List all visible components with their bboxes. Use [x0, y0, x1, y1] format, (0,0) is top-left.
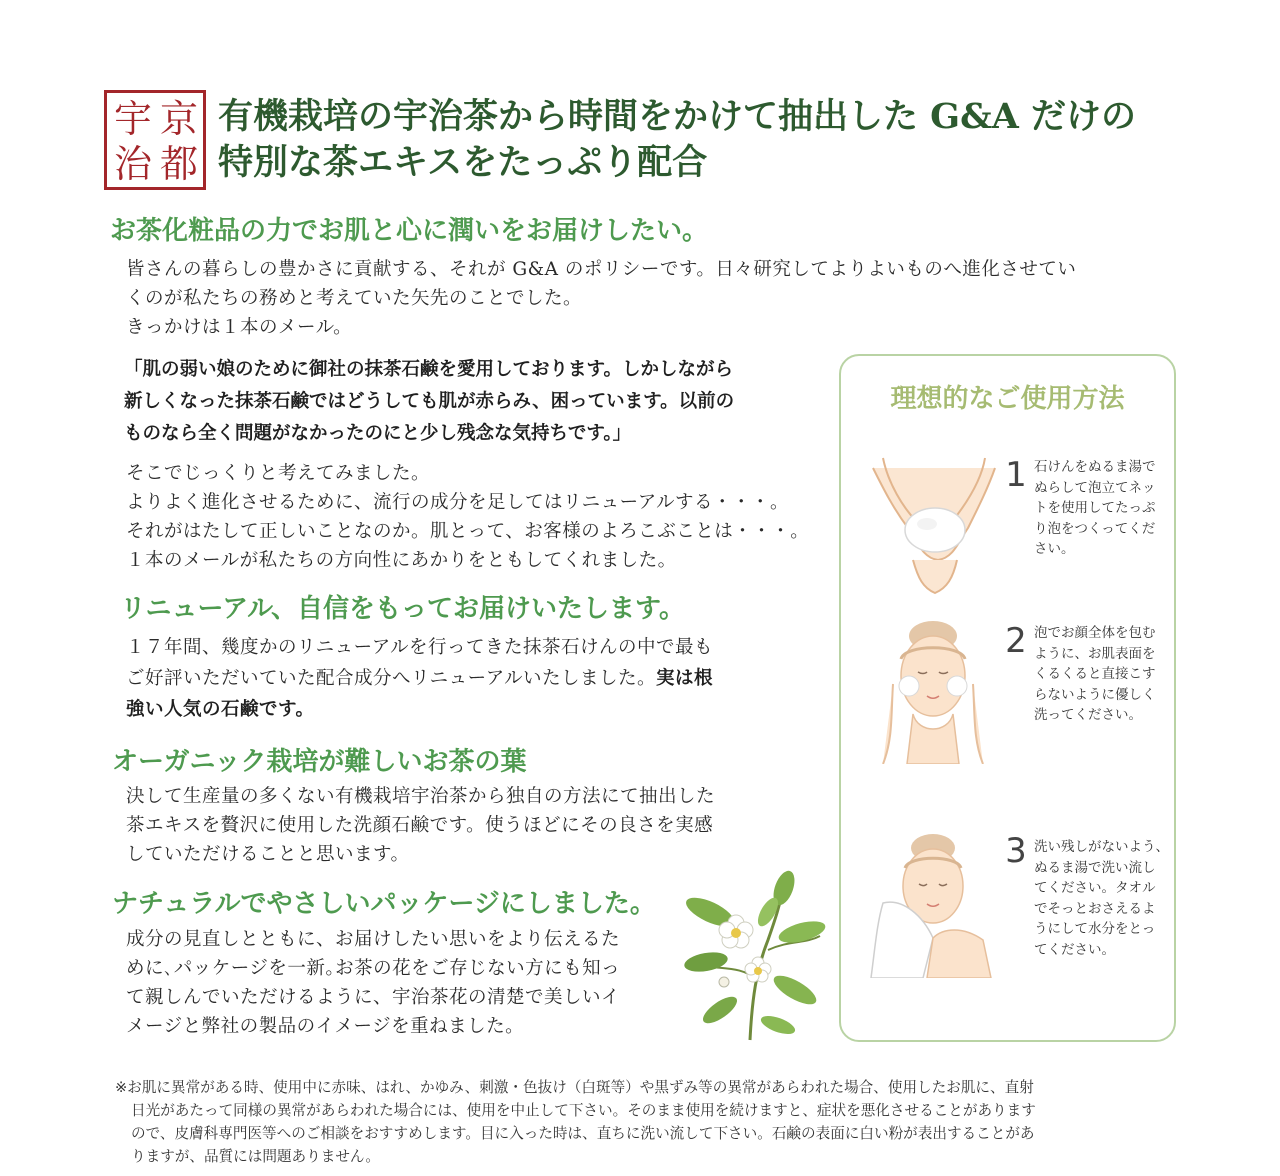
page-headline	[218, 94, 1218, 186]
seal-char: 宇	[113, 97, 152, 141]
renewal-line: １７年間、幾度かのリニューアルを行ってきた抹茶石けんの中で最も	[126, 637, 713, 658]
caution-footnote	[115, 1076, 1185, 1168]
step-3-text	[1034, 837, 1169, 960]
usage-panel-title: 理想的なご使用方法	[890, 384, 1125, 414]
seal-char: 治	[113, 142, 152, 186]
step-line: り泡をつくってくだ	[1034, 520, 1156, 537]
towel-drying-illustration	[863, 828, 1003, 978]
reflection-line: よりよく進化させるために、流行の成分を足してはリニューアルする・・・。	[126, 492, 789, 513]
organic-line: していただけることと思います。	[126, 844, 410, 865]
step-1-text	[1034, 457, 1169, 560]
intro-line: 皆さんの暮らしの豊かさに貢献する、それが G&A のポリシーです。日々研究してよりよいものへ進化させてい	[126, 259, 1077, 280]
reflection-line: １本のメールが私たちの方向性にあかりをともしてくれました。	[126, 550, 677, 571]
step-line: 洗ってください。	[1034, 707, 1142, 723]
step-line: てください。タオル	[1034, 880, 1156, 896]
reflection-line: それがはたして正しいことなのか。肌とって、お客様のよろこぶことは・・・。	[126, 521, 810, 542]
section-title-care: お茶化粧品の力でお肌と心に潤いをお届けしたい。	[110, 216, 709, 246]
step-number: 3	[1005, 831, 1027, 871]
seal-char: 京	[159, 97, 198, 141]
step-line: 石けんをぬるま湯で	[1034, 459, 1156, 475]
step-line: ぬらして泡立てネッ	[1034, 479, 1156, 496]
step-line: さい。	[1034, 541, 1075, 557]
footnote-line: 日光があたって同様の異常があらわれた場合には、使用を中止して下さい。そのまま使用を続けますと、症状を悪化させることがあります	[131, 1102, 1036, 1119]
intro-line: きっかけは１本のメール。	[126, 317, 353, 338]
customer-email-quote	[124, 354, 734, 450]
section-title-organic: オーガニック栽培が難しいお茶の葉	[112, 747, 527, 777]
quote-line: 新しくなった抹茶石鹸ではどうしても肌が赤らみ、困っています。以前の	[124, 391, 735, 412]
seal-char: 都	[159, 142, 198, 186]
intro-paragraph	[126, 255, 1076, 342]
step-line: 泡でお顔全体を包む	[1034, 625, 1156, 641]
headline-line-1: 有機栽培の宇治茶から時間をかけて抽出した G&A だけの	[218, 96, 1137, 137]
footnote-line: ※お肌に異常がある時、使用中に赤味、はれ、かゆみ、刺激・色抜け（白斑等）や黒ずみ等の異常があらわれた場合、使用したお肌に、直射	[115, 1079, 1034, 1096]
step-line: てください。	[1034, 941, 1115, 958]
organic-paragraph	[126, 782, 715, 869]
step-line: くるくると直接こす	[1034, 666, 1156, 682]
step-2-text	[1034, 623, 1169, 726]
footnote-line: ので、皮膚科専門医等へのご相談をおすすめします。目に入った時は、直ちに洗い流して下さい。石鹸の表面に白い粉が表出することがあ	[131, 1125, 1035, 1142]
step-line: 洗い残しがないよう、	[1034, 839, 1169, 855]
reflection-paragraph	[126, 459, 809, 575]
step-line: らないように優しく	[1034, 686, 1156, 703]
section-title-renewal: リニューアル、自信をもってお届けいたします。	[120, 594, 685, 624]
renewal-line-bold: 実は根	[655, 668, 713, 689]
quote-line: ものなら全く問題がなかったのにと少し残念な気持ちです。」	[124, 423, 632, 444]
usage-instructions-panel	[839, 354, 1176, 1042]
face-washing-illustration	[863, 614, 1003, 764]
renewal-line-bold-2: 強い人気の石鹸です。	[126, 699, 315, 720]
footnote-line: りますが、品質には問題ありません。	[131, 1148, 380, 1165]
organic-line: 茶エキスを贅沢に使用した洗顔石鹸です。使うほどにその良さを実感	[126, 815, 714, 836]
organic-line: 決して生産量の多くない有機栽培宇治茶から独自の方法にて抽出した	[126, 786, 716, 807]
hands-foam-illustration	[863, 448, 1003, 598]
headline-line-2: 特別な茶エキスをたっぷり配合	[218, 142, 708, 183]
tea-flower-illustration	[680, 870, 830, 1045]
renewal-paragraph	[126, 632, 713, 725]
step-line: ぬるま湯で洗い流し	[1034, 859, 1156, 876]
step-line: でそっとおさえるよ	[1034, 900, 1156, 917]
package-line: て親しんでいただけるように、宇治茶花の清楚で美しいイ	[126, 987, 621, 1008]
renewal-line-plain: ご好評いただいていた配合成分へリニューアルいたしました。	[126, 668, 656, 689]
section-title-package: ナチュラルでやさしいパッケージにしました。	[112, 889, 656, 919]
renewal-line	[126, 663, 713, 694]
step-line: うにして水分をとっ	[1034, 921, 1156, 937]
quote-line: 「肌の弱い娘のために御社の抹茶石鹸を愛用しております。しかしながら	[124, 359, 734, 380]
package-paragraph	[126, 925, 620, 1041]
intro-line: くのが私たちの務めと考えていた矢先のことでした。	[126, 288, 583, 309]
step-number: 2	[1005, 621, 1027, 661]
package-line: メージと弊社の製品のイメージを重ねました。	[126, 1016, 525, 1037]
step-line: ように、お肌表面を	[1034, 645, 1156, 662]
package-line: めに､パッケージを一新｡お茶の花をご存じない方にも知っ	[126, 958, 621, 979]
package-line: 成分の見直しとともに、お届けしたい思いをより伝えるた	[126, 929, 621, 950]
step-line: トを使用してたっぷ	[1034, 500, 1156, 516]
step-number: 1	[1005, 455, 1027, 495]
kyoto-uji-seal	[104, 90, 206, 190]
reflection-line: そこでじっくりと考えてみました。	[126, 463, 431, 484]
